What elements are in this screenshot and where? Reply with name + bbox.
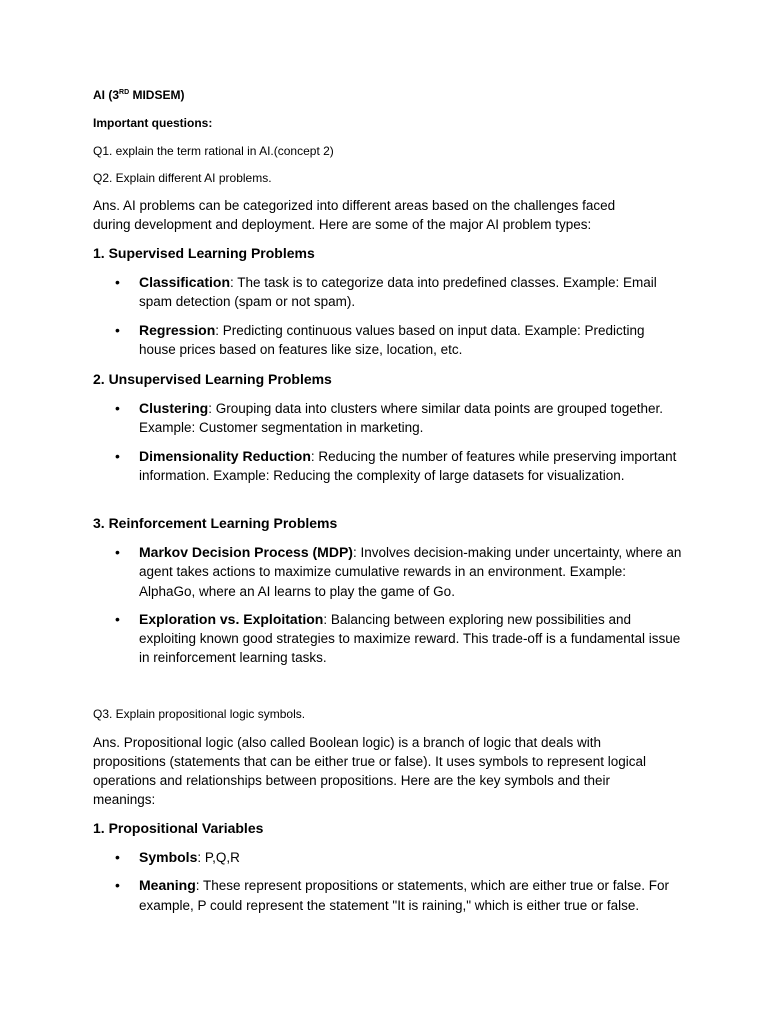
title-suffix: MIDSEM) [129, 88, 185, 102]
section-heading-unsupervised: 2. Unsupervised Learning Problems [93, 371, 332, 387]
title-superscript: RD [119, 89, 130, 96]
question-2: Q2. Explain different AI problems. [93, 171, 272, 185]
list-item [93, 399, 683, 438]
bullet-icon: • [115, 849, 120, 865]
list-item [93, 321, 683, 360]
item-term: Meaning [139, 877, 196, 894]
question-1: Q1. explain the term rational in AI.(concept 2) [93, 144, 334, 158]
list-item [93, 610, 683, 668]
item-text: : Grouping data into clusters where similar data points are grouped together. Example: Customer segmentation in marketing. [139, 401, 663, 436]
section-list-propositional-variables [93, 848, 683, 915]
item-term: Dimensionality Reduction [139, 447, 311, 464]
item-text: : Balancing between exploring new possibilities and exploiting known good strategies to maximize reward. This trade-off is a fundamental issue in reinforcement learning tasks. [139, 611, 681, 666]
section-heading-propositional-variables: 1. Propositional Variables [93, 820, 264, 836]
question-2-answer: Ans. AI problems can be categorized into different areas based on the challenges faced during development and deployment. Here are some of the major AI problem types: [93, 198, 616, 232]
item-text: : These represent propositions or statements, which are either true or false. For example, P could represent the statement "It is raining," which is either true or false. [139, 878, 670, 913]
item-term: Symbols [139, 849, 198, 865]
list-item [93, 543, 683, 601]
list-item [93, 447, 683, 486]
list-item [93, 848, 683, 867]
bullet-icon: • [115, 447, 120, 464]
item-text: : The task is to categorize data into predefined classes. Example: Email spam detection (spam or not spam). [139, 275, 657, 310]
title-text: AI (3 [93, 88, 120, 102]
item-term: Clustering [139, 400, 209, 416]
list-item [93, 876, 683, 915]
section-list-supervised [93, 273, 683, 359]
bullet-icon: • [115, 274, 120, 290]
item-term: Classification [139, 274, 231, 290]
section-list-reinforcement [93, 543, 683, 668]
bullet-icon: • [115, 400, 120, 416]
bullet-icon: • [115, 544, 120, 560]
item-text: : Predicting continuous values based on input data. Example: Predicting house prices based on features like size, location, etc. [139, 322, 645, 357]
document-title [93, 86, 184, 105]
bullet-icon: • [115, 610, 120, 627]
question-3-answer: Ans. Propositional logic (also called Boolean logic) is a branch of logic that deals with propositions (statements that can be either true or false). It uses symbols to represent logical operations and relationships between propositions. Here are the key symbols and their meanings: [93, 735, 647, 807]
section-list-unsupervised [93, 399, 683, 485]
important-questions-label: Important questions: [93, 116, 213, 130]
item-term: Regression [139, 321, 216, 338]
item-term: Markov Decision Process (MDP) [139, 544, 353, 560]
item-text: : Involves decision-making under uncertainty, where an agent takes actions to maximize cumulative rewards in an environment. Example: AlphaGo, where an AI learns to play the game of Go. [139, 545, 682, 599]
section-heading-reinforcement: 3. Reinforcement Learning Problems [93, 515, 338, 531]
item-term: Exploration vs. Exploitation [139, 610, 324, 627]
item-text: : P,Q,R [197, 850, 240, 865]
question-3: Q3. Explain propositional logic symbols. [93, 707, 306, 721]
bullet-icon: • [115, 877, 120, 894]
item-text: : Reducing the number of features while preserving important information. Example: Reducing the complexity of large datasets for visualization. [139, 448, 677, 483]
bullet-icon: • [115, 321, 120, 338]
list-item [93, 273, 683, 312]
section-heading-supervised: 1. Supervised Learning Problems [93, 245, 315, 261]
